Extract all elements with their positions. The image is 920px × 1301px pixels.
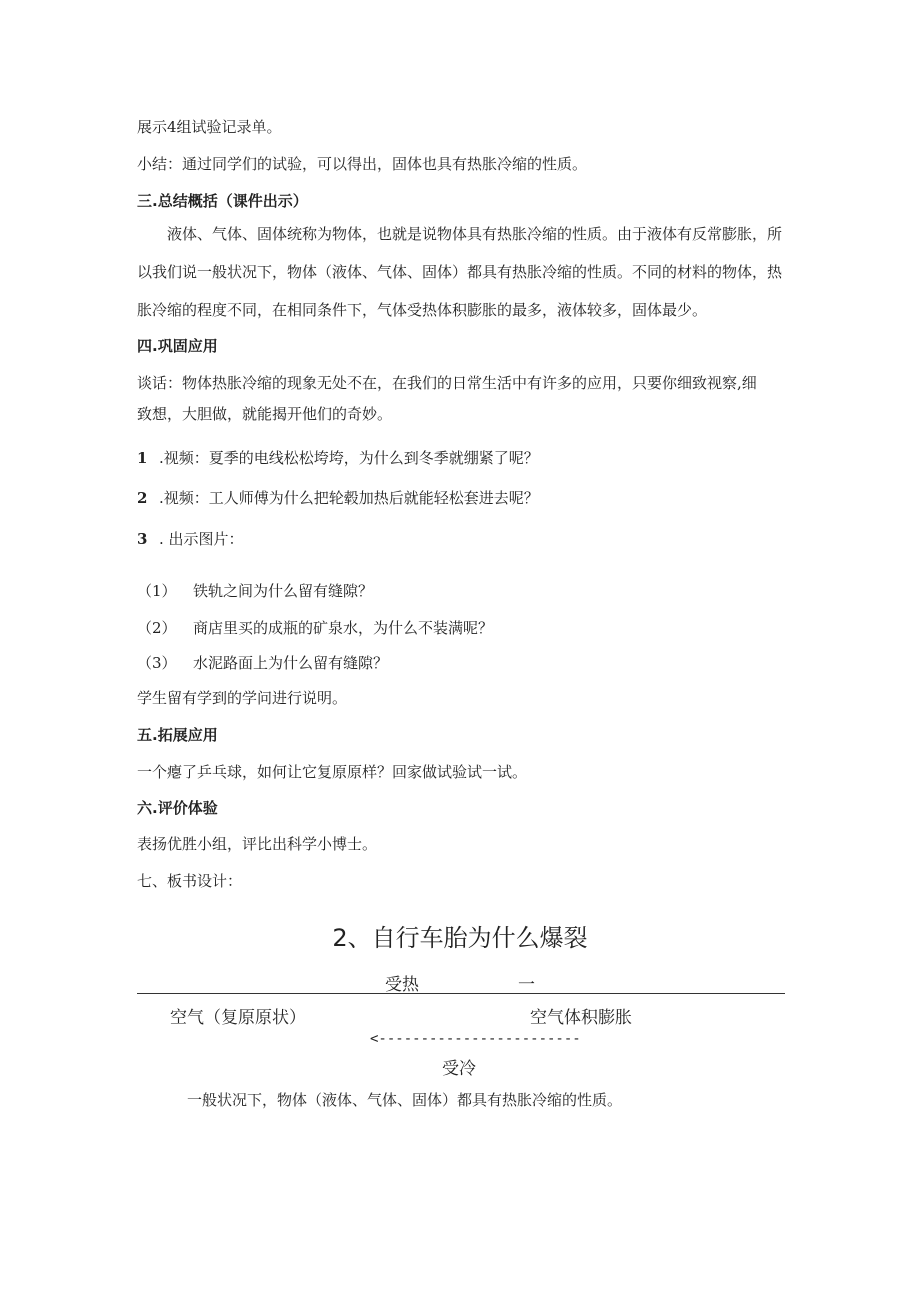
list-item-number: 3	[137, 530, 148, 548]
section-heading-evaluate: 六.评价体验	[137, 799, 218, 817]
sub-item-1	[137, 581, 373, 601]
talk-line-2: 致想，大胆做，就能揭开他们的奇妙。	[137, 405, 393, 423]
arrow-right: 一	[518, 975, 535, 995]
sub-item-number: （2）	[137, 619, 177, 637]
arrow-left: <------------------------	[370, 1031, 581, 1047]
sub-item-text: 水泥路面上为什么留有缝隙？	[193, 654, 389, 672]
heat-label: 受热	[385, 975, 419, 995]
list-item-number: 2	[137, 489, 148, 507]
section-heading-summary: 三.总结概括（课件出示）	[137, 192, 308, 210]
list-item-2	[137, 488, 539, 508]
summary-paragraph: 液体、气体、固体统称为物体，也就是说物体具有热胀冷缩的性质。由于液体有反常膨胀，所以我们说一般状况下，物体（液体、气体、固体）都具有热胀冷缩的性质。不同的材料的物体，热胀冷缩的程度不同，在相同条件下，气体受热体积膨胀的最多，液体较多，固体最少。	[137, 225, 783, 319]
list-item-text: .视频：夏季的电线松松垮垮，为什么到冬季就绷紧了呢？	[159, 449, 539, 467]
conclusion-line: 一般状况下，物体（液体、气体、固体）都具有热胀冷缩的性质。	[187, 1091, 623, 1109]
list-item-text: . 出示图片：	[159, 530, 244, 548]
sub-item-3	[137, 653, 388, 673]
section-heading-apply: 四.巩固应用	[137, 337, 218, 355]
talk-line-1: 谈话：物体热胀冷缩的现象无处不在，在我们的日常生活中有许多的应用，只要你细致视察,细	[137, 374, 757, 392]
sub-item-number: （3）	[137, 654, 177, 672]
extend-line: 一个瘪了乒乓球，如何让它复原原样？回家做试验试一试。	[137, 763, 528, 781]
right-state: 空气体积膨胀	[530, 1008, 632, 1028]
list-item-3	[137, 529, 244, 549]
list-item-text: .视频：工人师傅为什么把轮毂加热后就能轻松套进去呢？	[159, 489, 539, 507]
sub-item-text: 铁轨之间为什么留有缝隙？	[193, 582, 374, 600]
section-heading-extend: 五.拓展应用	[137, 726, 218, 744]
explain-line: 学生留有学到的学问进行说明。	[137, 689, 348, 707]
list-item-1	[137, 448, 539, 468]
cool-label: 受冷	[442, 1059, 476, 1079]
praise-line: 表扬优胜小组，评比出科学小博士。	[137, 835, 378, 853]
board-title: 2、自行车胎为什么爆裂	[332, 924, 588, 952]
sub-item-number: （1）	[137, 582, 177, 600]
summary-line: 小结：通过同学们的试验，可以得出，固体也具有热胀冷缩的性质。	[137, 155, 588, 173]
list-item-number: 1	[137, 449, 148, 467]
section-heading-board: 七、板书设计：	[137, 872, 243, 890]
divider-line	[137, 993, 785, 994]
record-sheet-line: 展示4组试验记录单。	[137, 118, 282, 136]
left-state: 空气（复原原状）	[170, 1008, 306, 1028]
sub-item-text: 商店里买的成瓶的矿泉水，为什么不装满呢？	[193, 619, 494, 637]
sub-item-2	[137, 618, 493, 638]
